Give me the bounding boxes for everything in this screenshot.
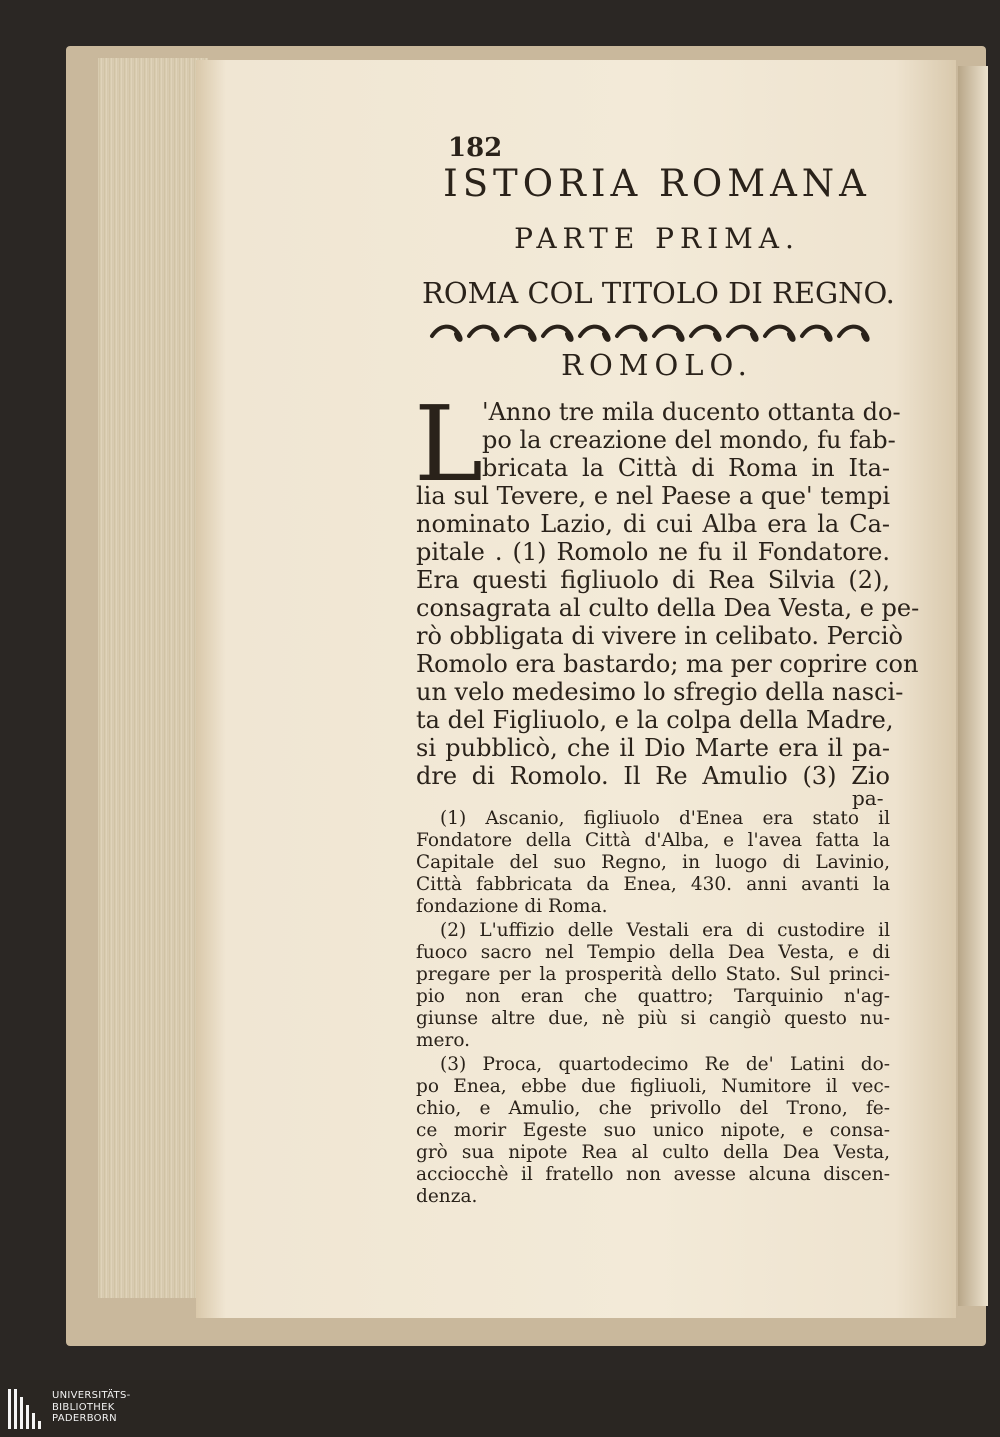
library-footer bbox=[0, 1380, 1000, 1437]
body-line: ta del Figliuolo, e la colpa della Madre, bbox=[416, 706, 894, 734]
body-line: pitale . (1) Romolo ne fu il Fondatore. bbox=[416, 538, 890, 566]
body-line: po la creazione del mondo, fu fab- bbox=[482, 426, 896, 454]
footnote-line: (3) Proca, quartodecimo Re de' Latini do- bbox=[440, 1054, 890, 1075]
page-number: 182 bbox=[448, 133, 503, 163]
footnote-line: fondazione di Roma. bbox=[416, 896, 608, 917]
footnote-line: fuoco sacro nel Tempio della Dea Vesta, e di bbox=[416, 942, 890, 963]
section-title: ROMA COL TITOLO DI REGNO. bbox=[422, 276, 895, 310]
ornament-band bbox=[428, 322, 876, 344]
library-logo-line: BIBLIOTHEK bbox=[52, 1401, 115, 1413]
body-line: si pubblicò, che il Dio Marte era il pa- bbox=[416, 734, 890, 762]
library-logo-line: UNIVERSITÄTS- bbox=[52, 1390, 131, 1401]
footnote-line: pio non eran che quattro; Tarquinio n'ag- bbox=[416, 986, 890, 1007]
footnote-line: pregare per la prosperità dello Stato. Sul princi- bbox=[416, 964, 890, 985]
page-edges bbox=[98, 58, 208, 1298]
library-logo-line: PADERBORN bbox=[52, 1413, 117, 1424]
footnote-line: Città fabbricata da Enea, 430. anni avanti la bbox=[416, 874, 890, 895]
footnote-line: acciocchè il fratello non avesse alcuna discen- bbox=[416, 1164, 890, 1185]
body-line: 'Anno tre mila ducento ottanta do- bbox=[482, 398, 901, 426]
footnote-line: chio, e Amulio, che privollo del Trono, fe- bbox=[416, 1098, 890, 1119]
body-line: un velo medesimo lo sfregio della nasci- bbox=[416, 678, 904, 706]
chapter-title: ROMOLO. bbox=[561, 348, 753, 382]
drop-capital: L bbox=[414, 383, 484, 505]
footnote-line: Fondatore della Città d'Alba, e l'avea fatta la bbox=[416, 830, 890, 851]
footnote-line: giunse altre due, nè più si cangiò questo nu- bbox=[416, 1008, 890, 1029]
footnote-line: (2) L'uffizio delle Vestali era di custodire il bbox=[440, 920, 890, 941]
footnote-line: denza. bbox=[416, 1186, 478, 1207]
body-line: bricata la Città di Roma in Ita- bbox=[482, 454, 890, 482]
catchword: pa- bbox=[852, 786, 884, 810]
library-logo-icon bbox=[8, 1389, 48, 1429]
running-title: ISTORIA ROMANA bbox=[443, 162, 871, 205]
body-line: rò obbligata di vivere in celibato. Perciò bbox=[416, 622, 903, 650]
part-title: PARTE PRIMA. bbox=[514, 222, 800, 255]
footnote-line: (1) Ascanio, figliuolo d'Enea era stato il bbox=[440, 808, 890, 829]
body-line: nominato Lazio, di cui Alba era la Ca- bbox=[416, 510, 890, 538]
footnote-line: ce morir Egeste suo unico nipote, e consa- bbox=[416, 1120, 890, 1141]
facing-page-edge bbox=[958, 66, 988, 1306]
footnote-line: mero. bbox=[416, 1030, 471, 1051]
body-line: lia sul Tevere, e nel Paese a que' tempi bbox=[416, 482, 890, 510]
library-logo-text bbox=[52, 1390, 131, 1425]
body-line: consagrata al culto della Dea Vesta, e pe- bbox=[416, 594, 920, 622]
body-line: dre di Romolo. Il Re Amulio (3) Zio bbox=[416, 762, 890, 790]
footnote-line: Capitale del suo Regno, in luogo di Lavinio, bbox=[416, 852, 890, 873]
footnote-line: po Enea, ebbe due figliuoli, Numitore il vec- bbox=[416, 1076, 890, 1097]
body-line: Era questi figliuolo di Rea Silvia (2), bbox=[416, 566, 890, 594]
footnote-line: grò sua nipote Rea al culto della Dea Vesta, bbox=[416, 1142, 890, 1163]
body-line: Romolo era bastardo; ma per coprire con bbox=[416, 650, 919, 678]
